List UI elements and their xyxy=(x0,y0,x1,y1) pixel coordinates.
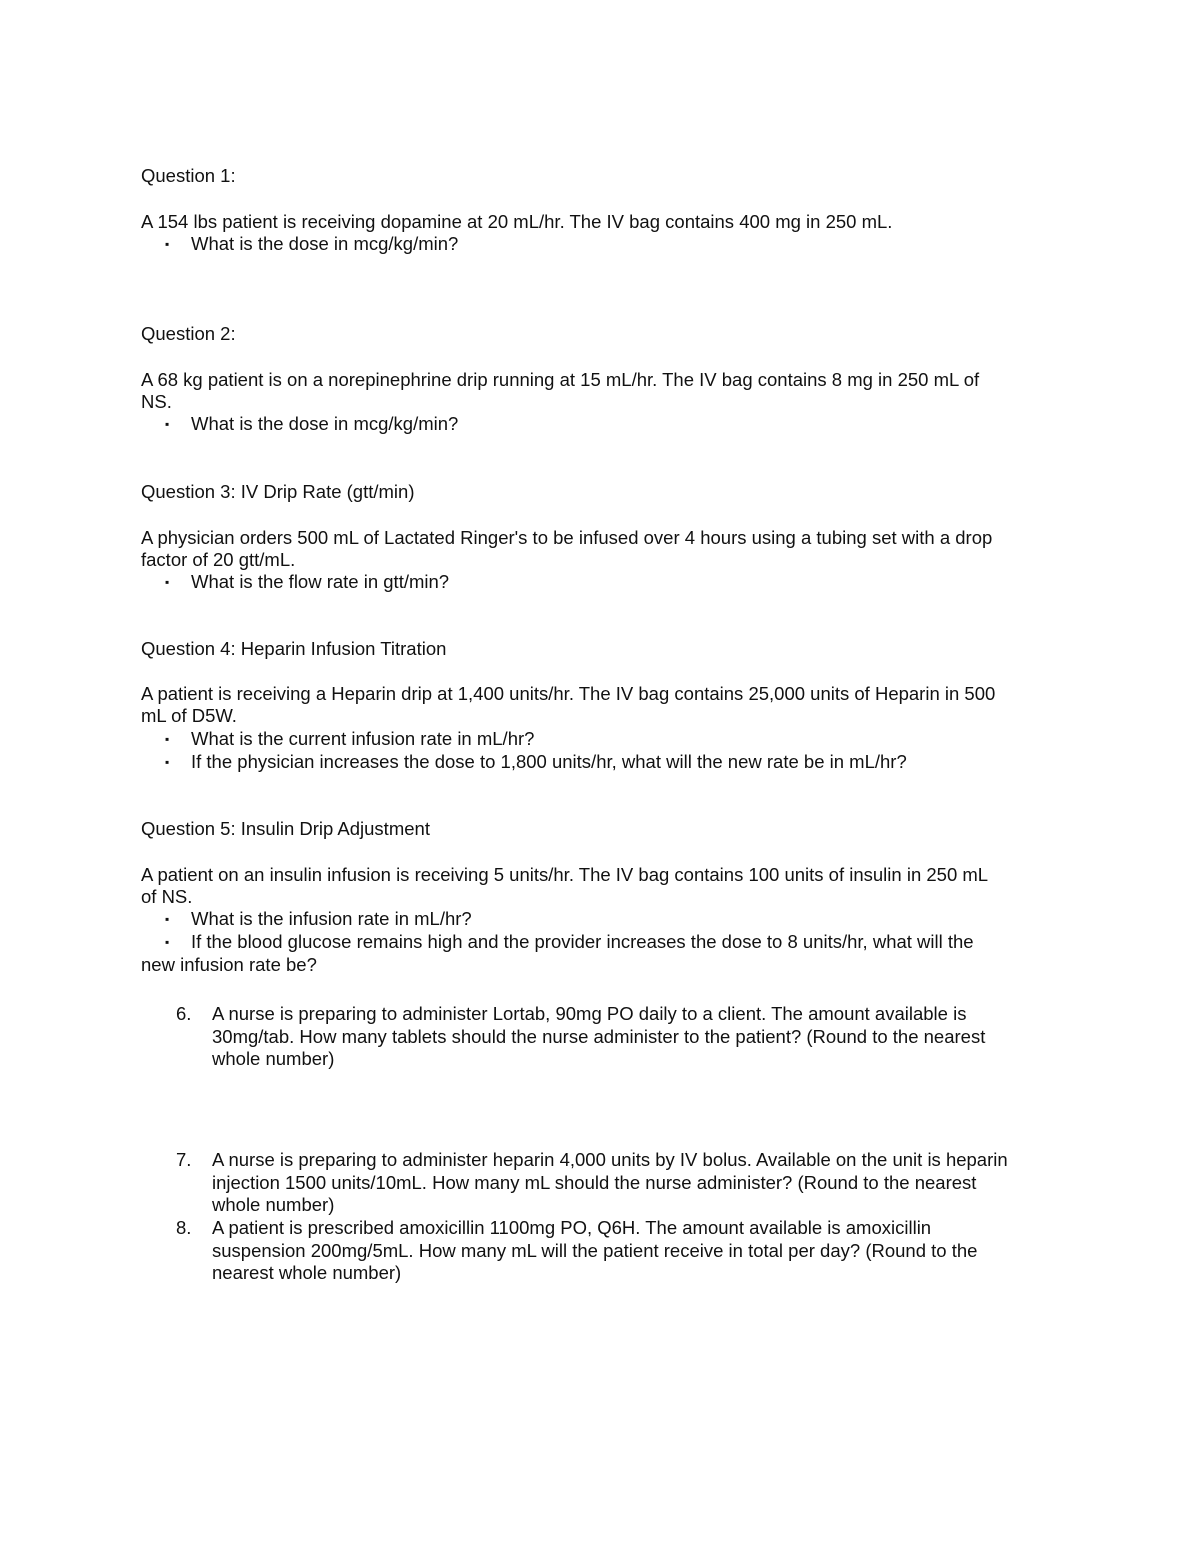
question-4-heading: Question 4: Heparin Infusion Titration xyxy=(141,638,447,659)
bullet-icon: ▪ xyxy=(165,732,170,746)
question-2-body-line-1: A 68 kg patient is on a norepinephrine drip running at 15 mL/hr. The IV bag contains 8 mg in 250 mL of xyxy=(141,369,980,390)
question-5-bullet-2-continuation: new infusion rate be? xyxy=(141,954,317,975)
question-3-body-line-2: factor of 20 gtt/mL. xyxy=(141,549,296,570)
question-5-heading: Question 5: Insulin Drip Adjustment xyxy=(141,818,430,839)
bullet-icon: ▪ xyxy=(165,575,170,589)
item-number: 6. xyxy=(176,1003,192,1024)
question-2-body-line-2: NS. xyxy=(141,391,172,412)
question-4-body-line-2: mL of D5W. xyxy=(141,705,237,726)
question-4-body-line-1: A patient is receiving a Heparin drip at 1,400 units/hr. The IV bag contains 25,000 units of Heparin in 500 xyxy=(141,683,996,704)
question-2-heading: Question 2: xyxy=(141,323,236,344)
question-3-heading: Question 3: IV Drip Rate (gtt/min) xyxy=(141,481,415,502)
bullet-icon: ▪ xyxy=(165,417,170,431)
item-number: 7. xyxy=(176,1149,192,1170)
question-1-body: A 154 lbs patient is receiving dopamine at 20 mL/hr. The IV bag contains 400 mg in 250 mL. xyxy=(141,211,893,232)
question-5-body-line-1: A patient on an insulin infusion is receiving 5 units/hr. The IV bag contains 100 units of insulin in 250 mL xyxy=(141,864,989,885)
question-5-body-line-2: of NS. xyxy=(141,886,193,907)
bullet-icon: ▪ xyxy=(165,755,170,769)
bullet-icon: ▪ xyxy=(165,912,170,926)
bullet-icon: ▪ xyxy=(165,237,170,251)
item-number: 8. xyxy=(176,1217,192,1238)
question-1-heading: Question 1: xyxy=(141,165,236,186)
document-page: Question 1: A 154 lbs patient is receiving dopamine at 20 mL/hr. The IV bag contains 400 mg in 250 mL. ▪ What is the dose in mcg/kg/min? Question 2: A 68 kg patient is on a norepinephrine drip running at 15 mL/hr. The IV bag contains 8 mg in 250 mL of NS. ▪ What is the dose in mcg/kg/min? Question 3: IV Drip Rate (gtt/min) A physician orders 500 mL of Lactated Ringer's to be infused over 4 hours using a tubing set with a drop factor of 20 gtt/mL. ▪ What is the flow rate in gtt/min? Question 4: Heparin Infusion Titration A patient is receiving a Heparin drip at 1,400 units/hr. The IV bag contains 25,000 units of Heparin in 500 mL of D5W. ▪ What is the current infusion rate in mL/hr? ▪ If the physician increases the dose to 1,800 units/hr, what will the new rate be in mL/hr? Question 5: Insulin Drip Adjustment A patient on an insulin infusion is receiving 5 units/hr. The IV bag contains 100 units of insulin in 250 mL of NS. ▪ What is the infusion rate in mL/hr? ▪ If the blood glucose remains high and the provider increases the dose to 8 units/hr, what will the new infusion rate be? 6. A nurse is preparing to administer Lortab, 90mg PO daily to a client. The amount available is 30mg/tab. How many tablets should the nurse administer to the patient? (Round to the nearest whole number) 7. A nurse is preparing to administer heparin 4,000 units by IV bolus. Available on the unit is heparin injection 1500 units/10mL. How many mL should the nurse administer? (Round to the nearest whole number) 8. A patient is prescribed amoxicillin 1100mg PO, Q6H. The amount available is amoxicillin suspension 200mg/5mL. How many mL will the patient receive in total per day? (Round to the nearest whole number) xyxy=(141,165,1008,1283)
question-3-body-line-1: A physician orders 500 mL of Lactated Ringer's to be infused over 4 hours using a tubing set with a drop xyxy=(141,527,993,548)
bullet-icon: ▪ xyxy=(165,935,170,949)
